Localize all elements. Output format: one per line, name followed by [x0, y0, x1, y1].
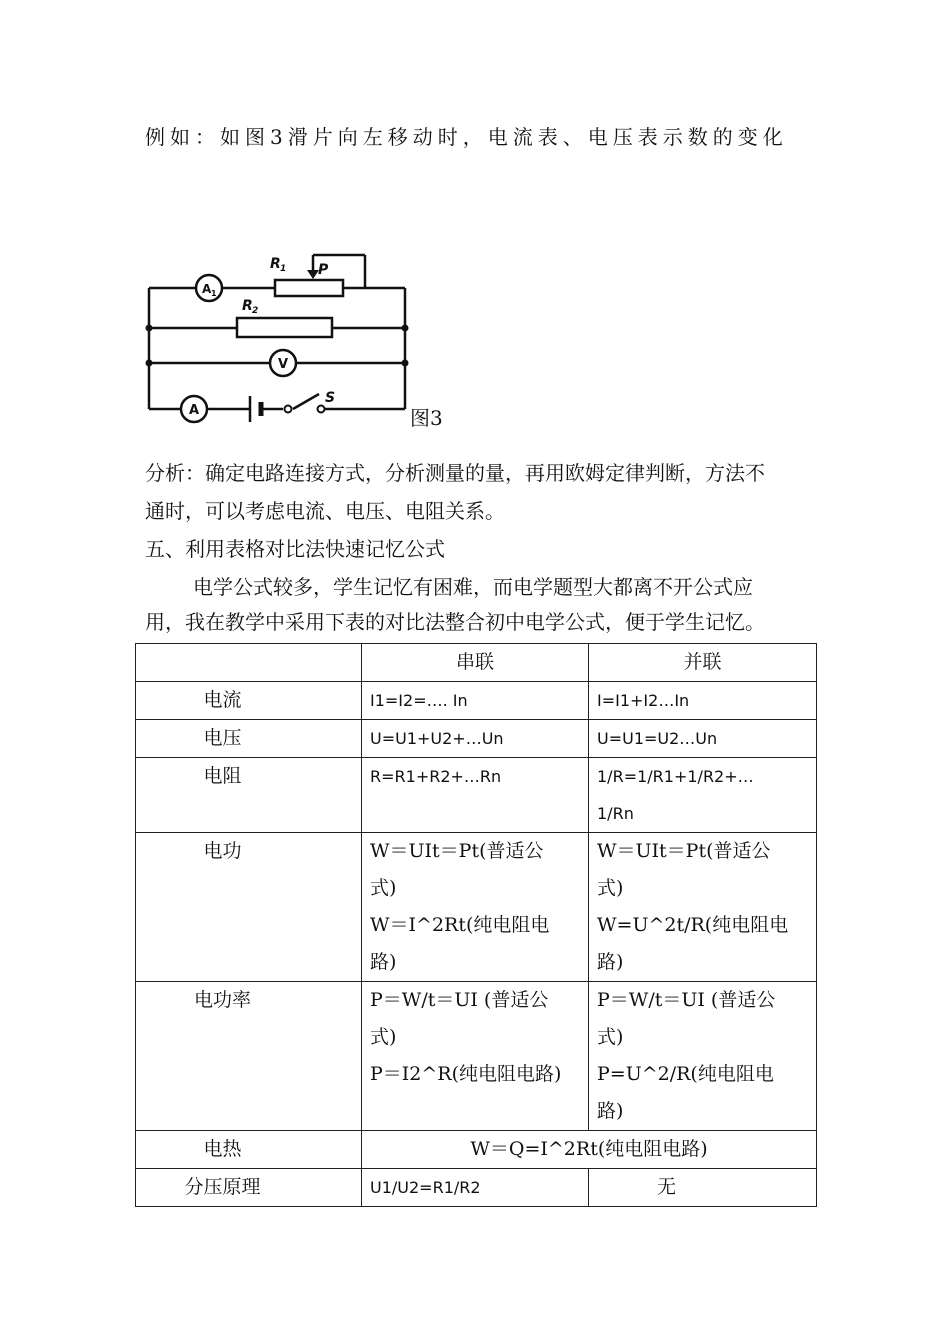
cell-line: P＝I2^R(纯电阻电路) — [370, 1063, 562, 1085]
intro-text: 例如：如图3滑片向左移动时，电流表、电压表示数的变化 — [145, 125, 788, 149]
parallel-cell — [589, 758, 817, 833]
table-row — [136, 982, 817, 1131]
table-row — [136, 1169, 817, 1207]
v-label: V — [278, 357, 289, 372]
table-row — [136, 833, 817, 982]
row-label: 分压原理 — [136, 1169, 362, 1207]
parallel-cell — [589, 833, 817, 982]
cell-line: 式) — [370, 1026, 397, 1048]
r2-label: R — [242, 298, 253, 314]
series-cell: U=U1+U2+…Un — [362, 720, 589, 758]
cell-line: 式) — [370, 877, 397, 899]
cell-line: W＝UIt＝Pt(普适公 — [597, 840, 771, 862]
table-row — [136, 682, 817, 720]
cell-line: 路) — [370, 951, 397, 973]
r2-subscript: 2 — [252, 306, 259, 316]
switch-s-label: S — [325, 390, 336, 406]
cell-line: P=U^2/R(纯电阻电 — [597, 1063, 774, 1085]
resistor-r2-symbol — [237, 318, 332, 337]
r1-subscript: 1 — [280, 264, 287, 274]
paragraph-line-2: 用，我在教学中采用下表的对比法整合初中电学公式，便于学生记忆。 — [145, 610, 765, 634]
formula-comparison-table — [135, 643, 817, 1207]
row-label: 电阻 — [136, 758, 362, 833]
table-row — [136, 1131, 817, 1169]
row-label: 电功 — [136, 833, 362, 982]
cell-line: W＝UIt＝Pt(普适公 — [370, 840, 544, 862]
merged-cell: W＝Q=I^2Rt(纯电阻电路) — [362, 1131, 817, 1169]
cell-line: P＝W/t＝UI (普适公 — [597, 989, 776, 1011]
cell-line: P＝W/t＝UI (普适公 — [370, 989, 549, 1011]
circuit-diagram — [143, 246, 413, 426]
cell-line: W＝I^2Rt(纯电阻电 — [370, 914, 550, 936]
analysis-line-1: 分析：确定电路连接方式，分析测量的量，再用欧姆定律判断，方法不 — [145, 461, 765, 485]
cell-line: 式) — [597, 877, 624, 899]
section-heading: 五、利用表格对比法快速记忆公式 — [145, 537, 445, 561]
slider-p-label: P — [318, 262, 329, 278]
parallel-cell: 无 — [589, 1169, 817, 1207]
cell-line: 路) — [597, 951, 624, 973]
table-row — [136, 720, 817, 758]
series-cell: I1=I2=…. In — [362, 682, 589, 720]
table-header-row — [136, 644, 817, 682]
resistor-r1-symbol — [275, 280, 343, 296]
cell-line: W=U^2t/R(纯电阻电 — [597, 914, 789, 936]
a1-label: A — [202, 282, 212, 296]
a1-subscript: 1 — [211, 289, 217, 298]
row-label: 电流 — [136, 682, 362, 720]
series-cell: R=R1+R2+…Rn — [362, 758, 589, 833]
analysis-line-2: 通时，可以考虑电流、电压、电阻关系。 — [145, 499, 505, 523]
header-parallel: 并联 — [589, 644, 817, 682]
paragraph-line-1: 电学公式较多，学生记忆有困难，而电学题型大都离不开公式应 — [193, 575, 753, 599]
header-series: 串联 — [362, 644, 589, 682]
cell-line: 路) — [597, 1100, 624, 1122]
parallel-cell: U=U1=U2…Un — [589, 720, 817, 758]
series-cell: U1/U2=R1/R2 — [362, 1169, 589, 1207]
row-label: 电热 — [136, 1131, 362, 1169]
series-cell — [362, 982, 589, 1131]
a-label: A — [189, 403, 200, 418]
row-label: 电功率 — [136, 982, 362, 1131]
figure-caption: 图3 — [410, 406, 443, 430]
parallel-cell — [589, 982, 817, 1131]
row-label: 电压 — [136, 720, 362, 758]
table-row — [136, 758, 817, 833]
series-cell — [362, 833, 589, 982]
cell-line: 1/Rn — [597, 804, 634, 823]
cell-line: 1/R=1/R1+1/R2+… — [597, 767, 754, 786]
header-empty-cell — [136, 644, 362, 682]
r1-label: R — [270, 256, 281, 272]
parallel-cell: I=I1+I2…In — [589, 682, 817, 720]
cell-line: 式) — [597, 1026, 624, 1048]
